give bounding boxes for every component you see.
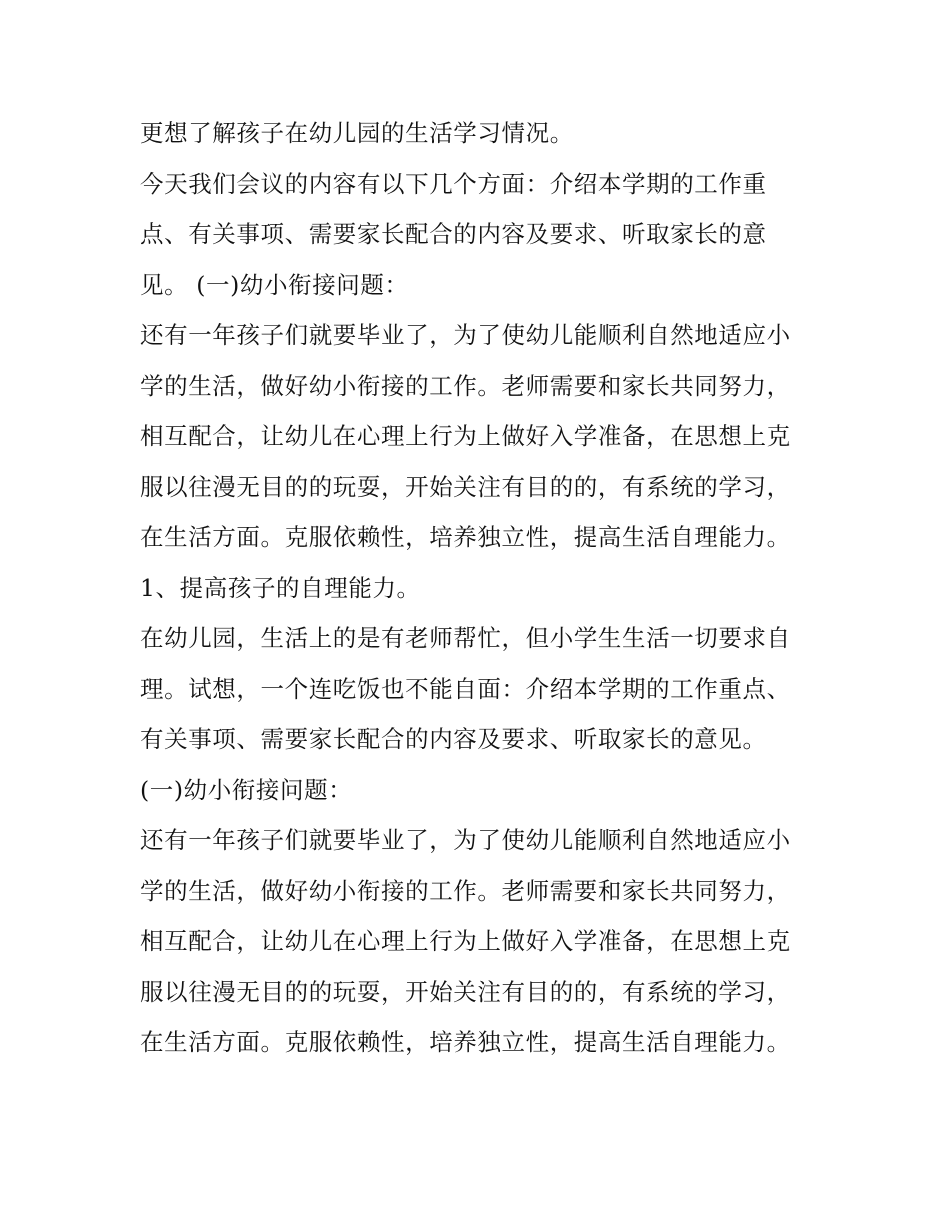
text-line: 更想了解孩子在幼儿园的生活学习情况。 xyxy=(140,119,574,147)
text-line: 服以往漫无目的的玩耍，开始关注有目的的，有系统的学习， xyxy=(140,472,791,501)
text-line: 点、有关事项、需要家长配合的内容及要求、听取家长的意 xyxy=(140,220,767,248)
text-line: (一)幼小衔接问题： xyxy=(140,775,353,804)
text-line: 在幼儿园，生活上的是有老师帮忙，但小学生生活一切要求自 xyxy=(140,624,791,652)
document-body xyxy=(140,108,830,1068)
text-line: 还有一年孩子们就要毕业了，为了使幼儿能顺利自然地适应小 xyxy=(140,321,791,349)
text-line: 相互配合，让幼儿在心理上行为上做好入学准备，在思想上克 xyxy=(140,422,791,450)
text-line: 服以往漫无目的的玩耍，开始关注有目的的，有系统的学习， xyxy=(140,977,791,1006)
text-line: 见。 (一)幼小衔接问题： xyxy=(140,270,409,299)
text-line: 学的生活，做好幼小衔接的工作。老师需要和家长共同努力， xyxy=(140,371,791,400)
text-line: 在生活方面。克服依赖性，培养独立性，提高生活自理能力。 xyxy=(140,523,791,551)
text-line: 学的生活，做好幼小衔接的工作。老师需要和家长共同努力， xyxy=(140,876,791,905)
text-line: 理。试想，一个连吃饭也不能自面：介绍本学期的工作重点、 xyxy=(140,674,791,703)
text-line: 还有一年孩子们就要毕业了，为了使幼儿能顺利自然地适应小 xyxy=(140,826,791,854)
text-line: 今天我们会议的内容有以下几个方面：介绍本学期的工作重 xyxy=(140,169,767,198)
text-line: 有关事项、需要家长配合的内容及要求、听取家长的意见。 xyxy=(140,725,767,753)
text-line: 1、提高孩子的自理能力。 xyxy=(140,573,421,602)
text-line: 相互配合，让幼儿在心理上行为上做好入学准备，在思想上克 xyxy=(140,927,791,955)
text-line: 在生活方面。克服依赖性，培养独立性，提高生活自理能力。 xyxy=(140,1028,791,1056)
